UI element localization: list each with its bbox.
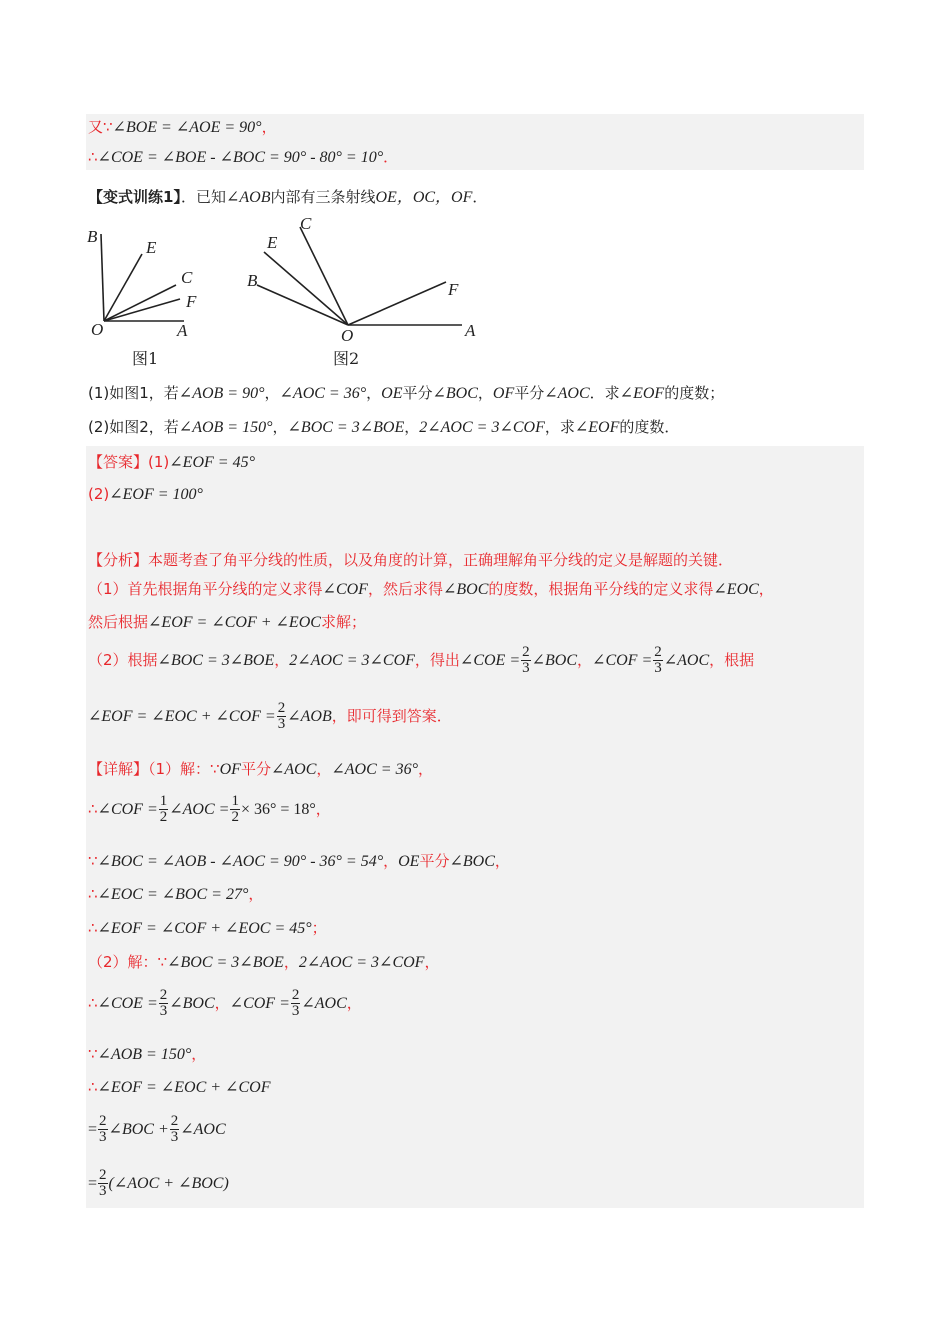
question-1: (1)如图1，若∠AOB = 90°，∠AOC = 36°，OE平分∠BOC，OF平分∠AOC．求∠EOF的度数； [88, 384, 725, 402]
analysis-intro: 【分析】本题考查了角平分线的性质，以及角度的计算，正确理解角平分线的定义是解题的关键． [88, 551, 734, 569]
fig2-label-a: A [465, 321, 476, 340]
analysis-line-4: ∠EOF = ∠EOC + ∠COF = $\frac{2}{3}$ ∠AOB，即可得到答案． [88, 700, 452, 732]
detail-line-1: 【详解】（1）解：∵OF平分∠AOC，∠AOC = 36°， [88, 760, 433, 778]
fig1-caption: 图1 [132, 349, 159, 368]
figure-2 [257, 227, 462, 325]
detail-line-4: ∴∠EOC = ∠BOC = 27°， [88, 885, 264, 903]
fig2-caption: 图2 [333, 349, 360, 368]
fig1-label-e: E [146, 238, 157, 257]
detail-line-7: ∴∠COE = $\frac{2}{3}$ ∠BOC，∠COF = $\frac{2}{3}$ ∠AOC， [88, 987, 362, 1019]
question-2: (2)如图2，若∠AOB = 150°，∠BOC = 3∠BOE，2∠AOC = 3∠COF，求∠EOF的度数． [88, 418, 680, 436]
fig2-label-b: B [247, 271, 258, 290]
top-line-1: 又∵∠BOE = ∠AOE = 90°， [88, 118, 277, 136]
fig1-label-c: C [181, 268, 193, 287]
fig1-label-a: A [177, 321, 188, 340]
analysis-line-3: （2）根据∠BOC = 3∠BOE，2∠AOC = 3∠COF，得出∠COE = $\frac{2}{3}$ ∠BOC，∠COF = $\frac{2}{3}$ ∠AOC，根据 [88, 644, 755, 676]
detail-line-10: = $\frac{2}{3}$ ∠BOC + $\frac{2}{3}$ ∠AOC [88, 1113, 226, 1145]
detail-line-2: ∴∠COF = $\frac{1}{2}$ ∠AOC = $\frac{1}{2}$ × 36° = 18°， [88, 793, 331, 825]
fraction: $\frac{2}{3}$ [99, 1167, 107, 1199]
fig2-label-c: C [300, 214, 312, 233]
detail-line-11: = $\frac{2}{3}$ (∠AOC + ∠BOC) [88, 1167, 229, 1199]
fig1-label-f: F [186, 292, 197, 311]
detail-line-3: ∵∠BOC = ∠AOB - ∠AOC = 90° - 36° = 54°，OE平分∠BOC， [88, 852, 510, 870]
fraction: $\frac{2}{3}$ [654, 644, 662, 676]
problem-intro: 【变式训练1】．已知∠AOB内部有三条射线OE，OC，OF． [88, 188, 488, 206]
fig2-label-e: E [267, 233, 278, 252]
figure-1 [101, 234, 184, 321]
fraction: $\frac{2}{3}$ [159, 987, 168, 1019]
problem-tag: 【变式训练1】 [88, 188, 181, 206]
analysis-line-1: （1）首先根据角平分线的定义求得∠COF，然后求得∠BOC的度数，根据角平分线的定义求得∠EOC， [88, 580, 774, 598]
fraction: $\frac{2}{3}$ [99, 1113, 107, 1145]
detail-line-8: ∵∠AOB = 150°， [88, 1045, 207, 1063]
fig1-label-o: O [91, 320, 104, 339]
top-line-2: ∴∠COE = ∠BOE - ∠BOC = 90° - 80° = 10°． [88, 148, 399, 166]
fraction: $\frac{2}{3}$ [291, 987, 300, 1019]
detail-line-5: ∴∠EOF = ∠COF + ∠EOC = 45°； [88, 919, 327, 937]
answer-line-1: 【答案】(1)∠EOF = 45° [88, 453, 255, 471]
detail-tag: 【详解】 [88, 760, 149, 778]
detail-line-6: （2）解：∵∠BOC = 3∠BOE，2∠AOC = 3∠COF， [88, 953, 440, 971]
fraction: $\frac{1}{2}$ [159, 793, 168, 825]
answer-tag: 【答案】 [88, 453, 149, 471]
answer-line-2: (2)∠EOF = 100° [88, 485, 203, 503]
analysis-line-2: 然后根据∠EOF = ∠COF + ∠EOC求解； [88, 613, 366, 631]
fig2-label-o: O [341, 326, 354, 345]
fraction: $\frac{2}{3}$ [277, 700, 286, 732]
fraction: $\frac{1}{2}$ [231, 793, 239, 825]
detail-line-9: ∴∠EOF = ∠EOC + ∠COF [88, 1078, 271, 1096]
fig2-label-f: F [448, 280, 459, 299]
fraction: $\frac{2}{3}$ [170, 1113, 179, 1145]
analysis-tag: 【分析】 [88, 551, 149, 569]
fig1-label-b: B [87, 227, 98, 246]
fraction: $\frac{2}{3}$ [522, 644, 530, 676]
